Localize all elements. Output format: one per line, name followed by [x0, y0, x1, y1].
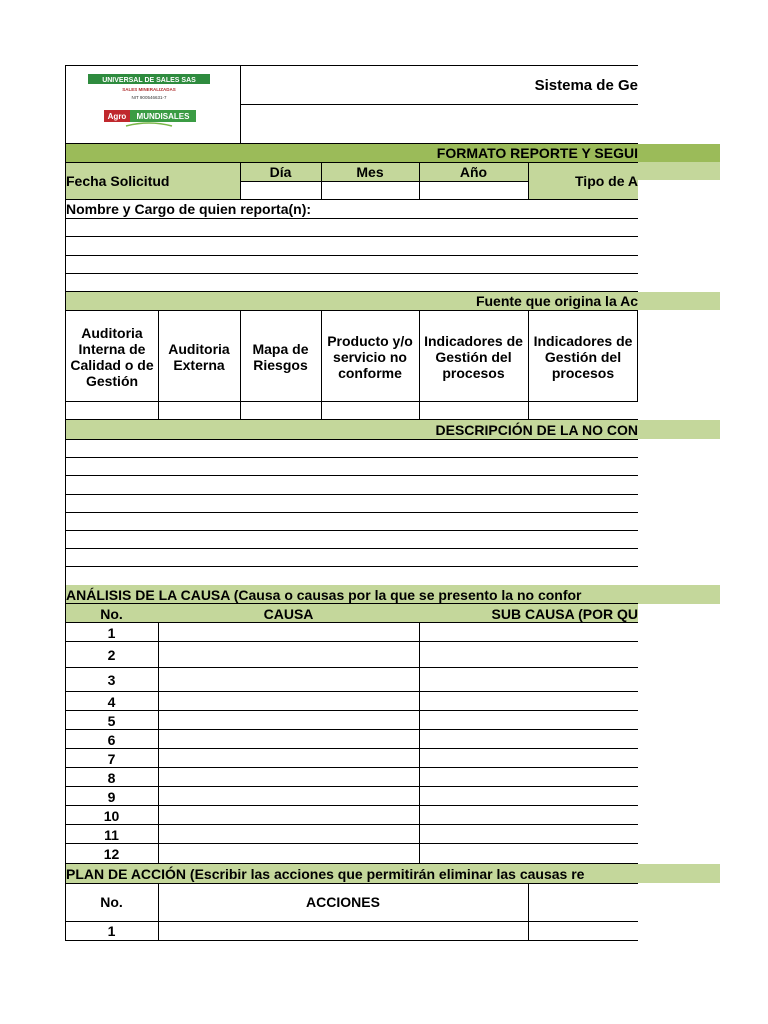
fuente-title: Fuente que origina la Ac [475, 293, 638, 309]
analisis-row-causa-input[interactable] [158, 825, 419, 844]
analisis-row-subcausa-input[interactable] [419, 749, 638, 768]
analisis-row-no: 12 [103, 846, 120, 862]
analisis-row-no: 1 [107, 624, 116, 641]
fuente-check-5[interactable] [419, 402, 528, 420]
fuente-option-indicadores-1: Indicadores de Gestión del procesos [424, 332, 523, 381]
company-sub-text: SALES MINERALIZADAS [122, 87, 176, 92]
analisis-row-no: 4 [107, 693, 116, 710]
analisis-col-subcausa: SUB CAUSA (POR QU [491, 605, 638, 622]
mes-header: Mes [356, 163, 384, 180]
analisis-row-subcausa-input[interactable] [419, 692, 638, 711]
analisis-row-no: 3 [107, 672, 116, 688]
nit-text: NIT 900546631-7 [131, 95, 167, 100]
analisis-row-subcausa-input[interactable] [419, 806, 638, 825]
fuente-option-mapa-riesgos: Mapa de Riesgos [252, 340, 309, 373]
analisis-row-causa-input[interactable] [158, 668, 419, 692]
analisis-row-subcausa-input[interactable] [419, 642, 638, 668]
reporter-label: Nombre y Cargo de quien reporta(n): [66, 201, 312, 217]
analisis-row-no: 11 [104, 826, 119, 843]
descripcion-title: DESCRIPCIÓN DE LA NO CON [435, 421, 638, 438]
analisis-row-causa-input[interactable] [158, 623, 419, 642]
anio-header: Año [459, 163, 488, 180]
fuente-check-1[interactable] [66, 402, 158, 420]
analisis-row-no: 9 [107, 788, 116, 805]
analisis-row-subcausa-input[interactable] [419, 787, 638, 806]
plan-row-acciones-input[interactable] [158, 921, 528, 940]
analisis-row-causa-input[interactable] [158, 730, 419, 749]
analisis-row-causa-input[interactable] [158, 768, 419, 787]
analisis-row-no: 6 [107, 731, 116, 748]
analisis-title: ANÁLISIS DE LA CAUSA (Causa o causas por la que se presento la no confor [66, 586, 582, 603]
anio-input[interactable] [419, 181, 528, 199]
plan-col-no: No. [100, 894, 123, 910]
analisis-col-causa: CAUSA [263, 605, 314, 622]
fuente-check-6[interactable] [528, 402, 638, 420]
tipo-accion-label: Tipo de A [575, 172, 638, 189]
fuente-option-auditoria-interna: Auditoria Interna de Calidad o de Gestión [70, 324, 154, 389]
analisis-row-no: 10 [103, 807, 120, 824]
analisis-row-no: 7 [107, 750, 116, 767]
analisis-row-subcausa-input[interactable] [419, 844, 638, 864]
fuente-option-auditoria-externa: Auditoria Externa [168, 340, 230, 373]
dia-header: Día [269, 163, 292, 180]
fuente-option-indicadores-2: Indicadores de Gestión del procesos [533, 332, 633, 381]
plan-row-no: 1 [107, 922, 116, 939]
analisis-row-no: 2 [107, 647, 116, 663]
analisis-row-causa-input[interactable] [158, 749, 419, 768]
fecha-label: Fecha Solicitud [66, 172, 170, 189]
fuente-option-producto: Producto y/o servicio no conforme [327, 332, 413, 381]
dia-input[interactable] [240, 181, 321, 199]
analisis-row-subcausa-input[interactable] [419, 825, 638, 844]
plan-col-acciones: ACCIONES [306, 894, 380, 910]
analisis-row-subcausa-input[interactable] [419, 730, 638, 749]
analisis-row-subcausa-input[interactable] [419, 668, 638, 692]
fuente-check-2[interactable] [158, 402, 240, 420]
analisis-row-causa-input[interactable] [158, 787, 419, 806]
analisis-row-subcausa-input[interactable] [419, 711, 638, 730]
plan-title: PLAN DE ACCIÓN (Escribir las acciones que permitirán eliminar las causas re [66, 865, 585, 882]
band-right-stub [638, 162, 720, 180]
brand-left-text: Agro [107, 112, 127, 121]
company-top-text: UNIVERSAL DE SALES SAS [102, 77, 196, 84]
analisis-row-no: 5 [107, 712, 116, 729]
system-title: Sistema de Ge [534, 76, 638, 94]
format-title: FORMATO REPORTE Y SEGUI [436, 145, 638, 161]
mes-input[interactable] [321, 181, 419, 199]
analisis-row-subcausa-input[interactable] [419, 768, 638, 787]
analisis-row-causa-input[interactable] [158, 642, 419, 668]
analisis-row-no: 8 [107, 769, 116, 786]
fuente-check-4[interactable] [321, 402, 419, 420]
analisis-row-causa-input[interactable] [158, 711, 419, 730]
analisis-col-no: No. [100, 605, 123, 622]
brand-right-text: MUNDISALES [136, 112, 190, 121]
analisis-row-causa-input[interactable] [158, 844, 419, 864]
company-logo [86, 72, 212, 136]
analisis-row-causa-input[interactable] [158, 692, 419, 711]
analisis-row-subcausa-input[interactable] [419, 623, 638, 642]
fuente-check-3[interactable] [240, 402, 321, 420]
analisis-row-causa-input[interactable] [158, 806, 419, 825]
